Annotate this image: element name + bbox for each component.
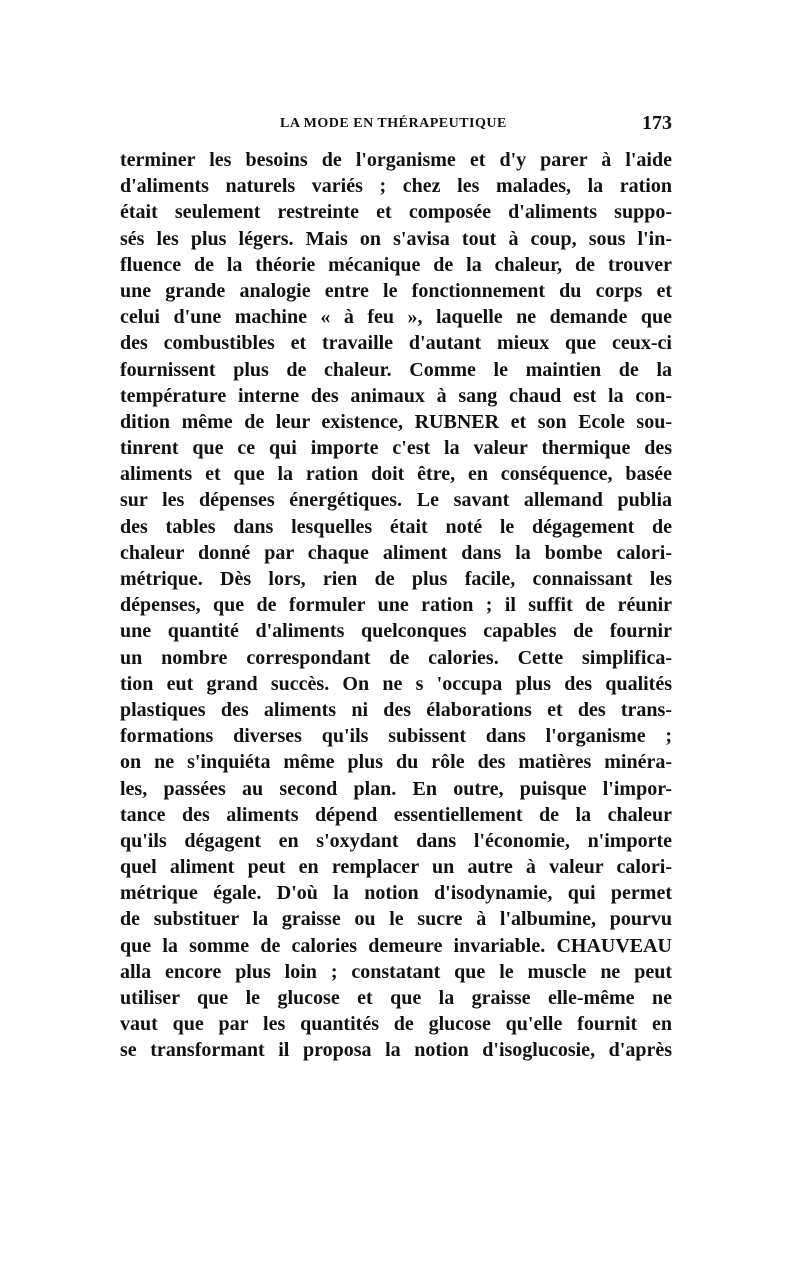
text-line: un nombre correspondant de calories. Cette simplifica- xyxy=(120,646,672,669)
text-line: métrique égale. D'où la notion d'isodynamie, qui permet xyxy=(120,882,672,905)
text-line: alla encore plus loin ; constatant que le muscle ne peut xyxy=(120,960,672,983)
text-line: fournissent plus de chaleur. Comme le maintien de la xyxy=(120,358,672,381)
running-title: LA MODE EN THÉRAPEUTIQUE xyxy=(280,116,507,131)
text-line: tance des aliments dépend essentiellement de la chaleur xyxy=(120,803,672,826)
text-line: sur les dépenses énergétiques. Le savant allemand publia xyxy=(120,489,672,512)
text-line: tinrent que ce qui importe c'est la valeur thermique des xyxy=(120,437,672,460)
text-line: que la somme de calories demeure invariable. CHAUVEAU xyxy=(120,934,672,957)
text-line: fluence de la théorie mécanique de la chaleur, de trouver xyxy=(120,253,672,276)
text-line: se transformant il proposa la notion d'isoglucosie, d'après xyxy=(120,1039,672,1062)
text-line: dition même de leur existence, RUBNER et son Ecole sou- xyxy=(120,410,672,433)
text-line: des tables dans lesquelles était noté le dégagement de xyxy=(120,515,672,538)
page-header xyxy=(120,112,672,142)
text-line: vaut que par les quantités de glucose qu'elle fournit en xyxy=(120,1013,672,1036)
text-line: une quantité d'aliments quelconques capables de fournir xyxy=(120,620,672,643)
text-line: était seulement restreinte et composée d'aliments suppo- xyxy=(120,201,672,224)
text-line: les, passées au second plan. En outre, puisque l'impor- xyxy=(120,777,672,800)
text-line: métrique. Dès lors, rien de plus facile, connaissant les xyxy=(120,568,672,590)
text-line: tion eut grand succès. On ne s 'occupa plus des qualités xyxy=(120,672,672,695)
text-line: formations diverses qu'ils subissent dans l'organisme ; xyxy=(120,725,672,748)
text-line: une grande analogie entre le fonctionnement du corps et xyxy=(120,279,672,302)
text-line: sés les plus légers. Mais on s'avisa tout à coup, sous l'in- xyxy=(120,227,672,250)
text-line: aliments et que la ration doit être, en conséquence, basée xyxy=(120,463,672,486)
text-line: quel aliment peut en remplacer un autre à valeur calori- xyxy=(120,856,672,879)
text-line: température interne des animaux à sang chaud est la con- xyxy=(120,384,672,407)
text-line: dépenses, que de formuler une ration ; il suffit de réunir xyxy=(120,594,672,617)
text-line: utiliser que le glucose et que la graisse elle-même ne xyxy=(120,987,672,1009)
text-line: plastiques des aliments ni des élaborations et des trans- xyxy=(120,698,672,721)
text-line: on ne s'inquiéta même plus du rôle des matières minéra- xyxy=(120,751,672,774)
text-line: d'aliments naturels variés ; chez les malades, la ration xyxy=(120,175,672,198)
text-line: de substituer la graisse ou le sucre à l'albumine, pourvu xyxy=(120,908,672,931)
page-number: 173 xyxy=(642,112,672,134)
text-line: des combustibles et travaille d'autant mieux que ceux-ci xyxy=(120,332,672,355)
text-line: qu'ils dégagent en s'oxydant dans l'économie, n'importe xyxy=(120,829,672,852)
body-text xyxy=(120,147,672,1064)
text-line: terminer les besoins de l'organisme et d'y parer à l'aide xyxy=(120,149,672,171)
text-line: celui d'une machine « à feu », laquelle ne demande que xyxy=(120,306,672,329)
text-line: chaleur donné par chaque aliment dans la bombe calori- xyxy=(120,541,672,564)
